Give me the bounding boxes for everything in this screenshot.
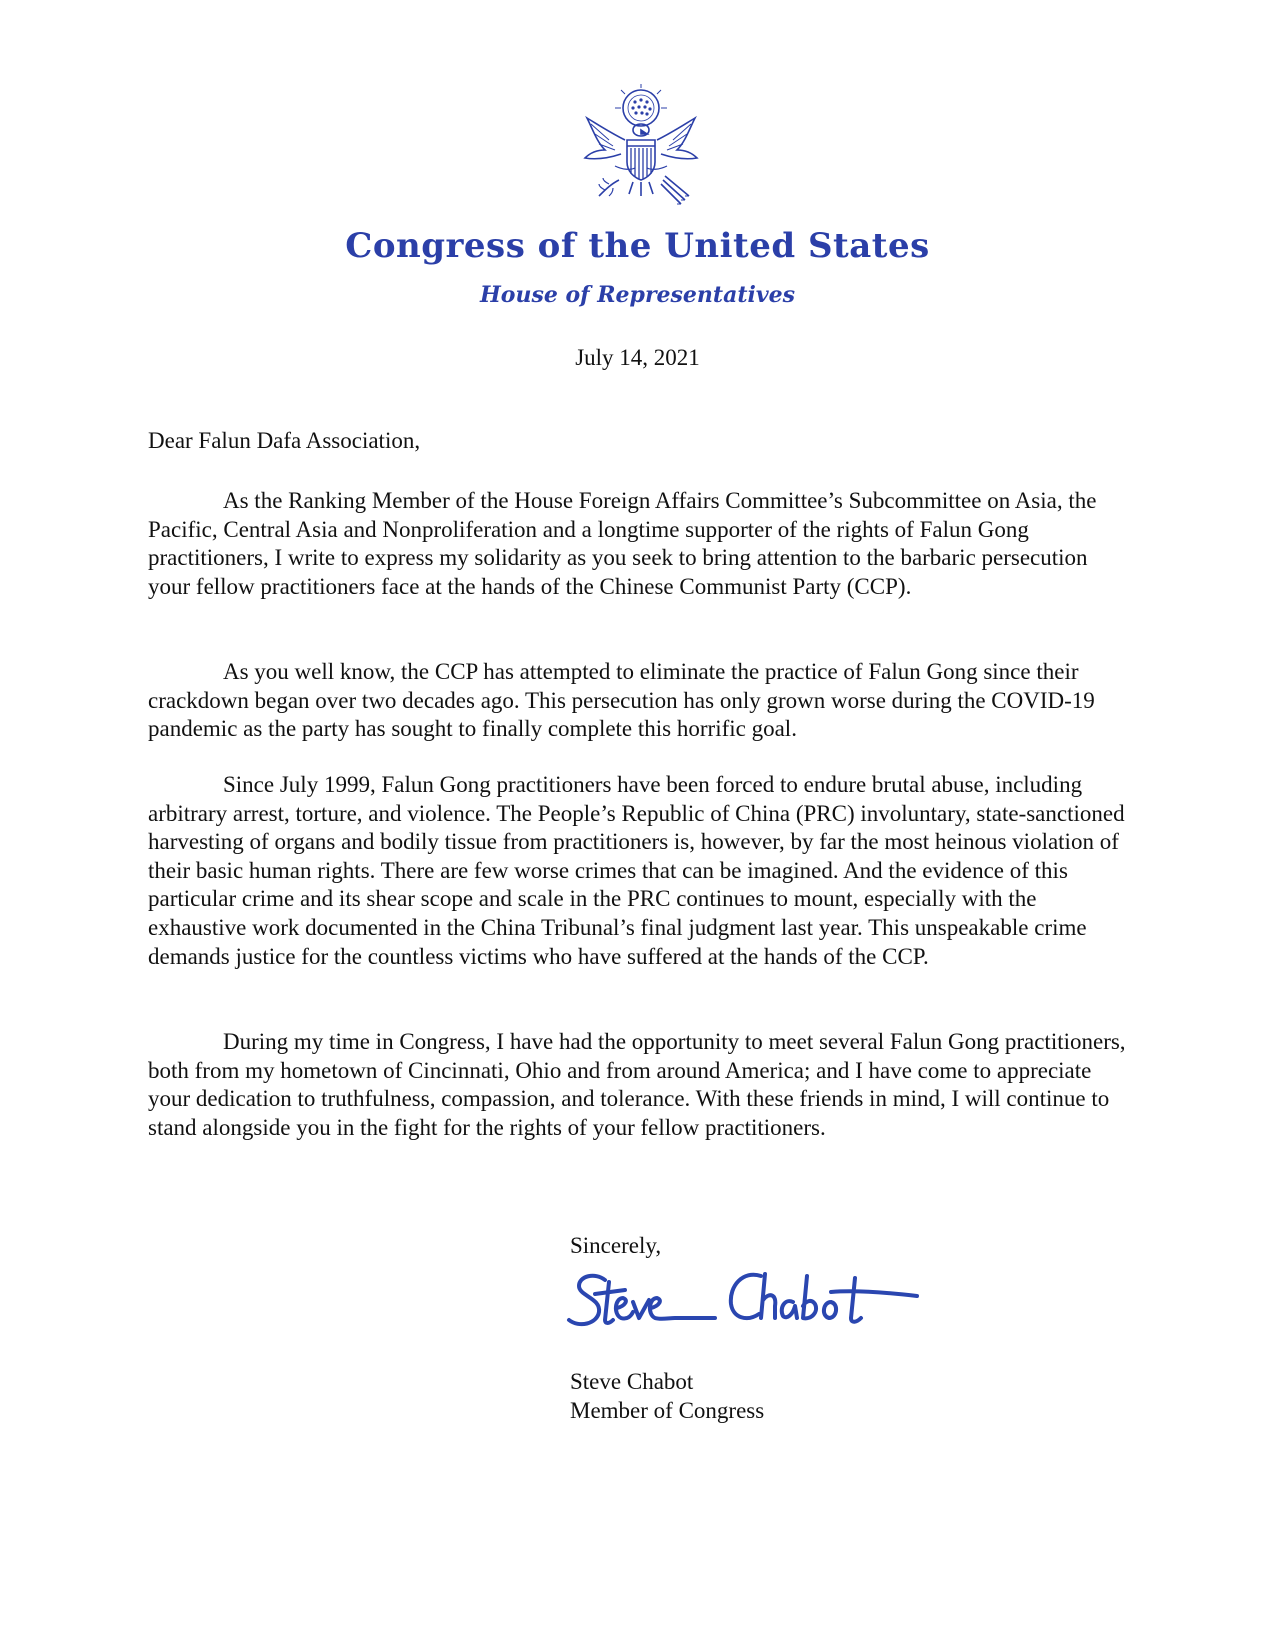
signer-name: Steve Chabot — [570, 1369, 694, 1394]
letterhead-title: Congress of the United States — [345, 226, 930, 266]
body-paragraph-2: As you well know, the CCP has attempted to eliminate the practice of Falun Gong since their crackdown began over two decades ago. This persecution has only grown worse during the COVID-19 pandemic as the party has sought to finally complete this horrific goal. — [148, 659, 1095, 742]
eagle-seal-icon — [575, 84, 707, 212]
letter-date: July 14, 2021 — [575, 345, 700, 370]
letterhead-subtitle: House of Representatives — [479, 282, 796, 308]
salutation: Dear Falun Dafa Association, — [148, 428, 421, 453]
handwritten-signature — [565, 1262, 925, 1346]
body-paragraph-3: Since July 1999, Falun Gong practitioners have been forced to endure brutal abuse, including arbitrary arrest, torture, and violence. The People’s Republic of China (PRC) involuntary, state-sanctioned harvesting of organs and bodily tissue from practitioners is, however, by far the most heinous violation of their basic human rights. There are few worse crimes that can be imagined. And the evidence of this particular crime and its shear scope and scale in the PRC continues to mount, especially with the exhaustive work documented in the China Tribunal’s final judgment last year. This unspeakable crime demands justice for the countless victims who have suffered at the hands of the CCP. — [148, 772, 1125, 969]
closing: Sincerely, — [570, 1233, 662, 1258]
signer-title: Member of Congress — [570, 1398, 765, 1423]
body-paragraph-4: During my time in Congress, I have had the opportunity to meet several Falun Gong practitioners, both from my hometown of Cincinnati, Ohio and from around America; and I have come to appreciate your dedication to truthfulness, compassion, and tolerance. With these friends in mind, I will continue to stand alongside you in the fight for the rights of your fellow practitioners. — [148, 1029, 1126, 1140]
body-paragraph-1: As the Ranking Member of the House Foreign Affairs Committee’s Subcommittee on Asia, the Pacific, Central Asia and Nonproliferation and a longtime supporter of the rights of Falun Gong practitioners, I write to express my solidarity as you seek to bring attention to the barbaric persecution your fellow practitioners face at the hands of the Chinese Communist Party (CCP). — [148, 488, 1097, 599]
